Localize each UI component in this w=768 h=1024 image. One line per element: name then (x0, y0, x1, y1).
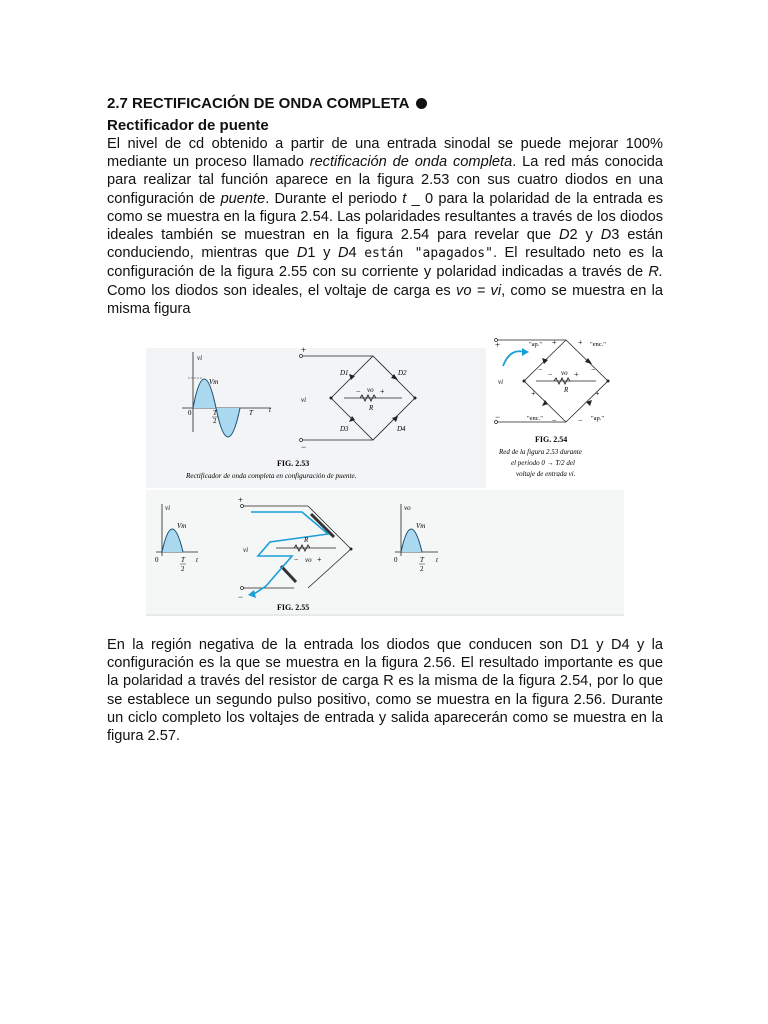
svg-text:+: + (495, 340, 501, 350)
svg-text:Vm: Vm (177, 522, 187, 530)
page-content (107, 94, 663, 318)
paragraph-2: En la región negativa de la entrada los diodos que conducen son D1 y D4 y la configuración es la que se muestra en la figura 2.56. El resultado importante es que la polaridad a través del resistor de carga R es la misma de la figura 2.54, por lo que se establece un segundo pulso positivo, como se muestra en la figura 2.56. Durante un ciclo completo los voltajes de entrada y salida aparecerán como se muestra en la figura 2.57. (107, 637, 663, 745)
svg-text:T: T (420, 556, 424, 564)
svg-text:T: T (181, 556, 185, 564)
svg-text:vi: vi (243, 546, 249, 554)
t-axis-label: t (269, 406, 271, 414)
svg-text:−: − (548, 370, 553, 379)
svg-text:0: 0 (155, 556, 159, 564)
svg-text:2: 2 (181, 565, 185, 573)
vm-label: Vm (209, 378, 219, 386)
svg-text:−: − (552, 416, 557, 425)
fig-2-54-caption-line3: voltaje de entrada vi. (516, 470, 576, 478)
d4-off-label: "ap." (591, 415, 605, 422)
svg-text:+: + (578, 338, 583, 347)
svg-text:−: − (238, 592, 244, 602)
r-label: R (369, 404, 374, 412)
d2-on-label: "enc." (590, 341, 606, 348)
svg-text:vo: vo (305, 556, 312, 564)
paragraph-1: El nivel de cd obtenido a partir de una entrada sinodal se puede mejorar 100% mediante un proceso llamado rectificación de onda completa. La red más conocida para realizar tal función aparece en la figura 2.53 con sus cuatro diodos en una configuración de puente. Durante el periodo t _ 0 para la polaridad de la entrada es como se muestra en la figura 2.54. Las polaridades resultantes a través de los diodos ideales también se muestran en la figura 2.54 para revelar que D2 y D3 están conduciendo, mientras que D1 y D4 están "apagados". El resultado neto es la configuración de la figura 2.55 con su corriente y polaridad indicadas a través de R. Como los diodos son ideales, el voltaje de carga es vo = vi, como se muestra en la misma figura (107, 136, 664, 317)
figures-image (146, 330, 624, 618)
svg-text:+: + (317, 555, 322, 564)
d4-label: D4 (397, 425, 406, 433)
svg-text:+: + (574, 370, 579, 379)
svg-text:vi: vi (498, 378, 504, 386)
fig-2-53-title: FIG. 2.53 (277, 459, 310, 468)
svg-text:+: + (238, 495, 244, 505)
t-half-num: T (213, 409, 217, 417)
vo-label: vo (367, 386, 374, 394)
svg-text:t: t (436, 556, 438, 564)
svg-text:−: − (294, 555, 299, 564)
svg-text:R: R (304, 536, 309, 544)
d1-label: D1 (340, 369, 349, 377)
zero-label: 0 (188, 409, 192, 417)
d3-label: D3 (340, 425, 349, 433)
svg-text:−: − (538, 365, 543, 374)
minus-sign: − (301, 442, 307, 452)
d3-on-label: "enc." (527, 415, 543, 422)
svg-text:+: + (531, 389, 536, 398)
fig-2-54-caption-line2: el periodo 0 → T/2 del (511, 459, 575, 467)
svg-text:vo: vo (404, 504, 411, 512)
svg-text:vi: vi (165, 504, 171, 512)
svg-text:0: 0 (394, 556, 398, 564)
svg-text:+: + (380, 387, 385, 396)
period-label: T (249, 409, 253, 417)
svg-text:Vm: Vm (416, 522, 426, 530)
vi-label: vi (301, 396, 307, 404)
svg-text:R: R (564, 386, 569, 394)
fig-2-55-title: FIG. 2.55 (277, 603, 310, 612)
section-heading: 2.7 RECTIFICACIÓN DE ONDA COMPLETA (107, 94, 663, 114)
svg-text:+: + (552, 338, 557, 347)
d1-off-label: "ap." (529, 341, 543, 348)
fig-2-54-caption-line1: Red de la figura 2.53 durante (499, 448, 582, 456)
bullet-dot-icon (416, 98, 427, 109)
vi-axis-label: vi (197, 354, 203, 362)
svg-text:+: + (595, 389, 600, 398)
svg-text:−: − (591, 365, 596, 374)
svg-text:−: − (578, 416, 583, 425)
svg-text:−: − (495, 412, 501, 422)
d2-label: D2 (398, 369, 407, 377)
t-half-den: 2 (213, 417, 217, 425)
plus-sign: + (301, 345, 307, 355)
fig-2-54-title: FIG. 2.54 (535, 435, 568, 444)
subsection-heading: Rectificador de puente (107, 117, 269, 134)
svg-text:t: t (196, 556, 198, 564)
svg-text:2: 2 (420, 565, 424, 573)
svg-text:−: − (356, 387, 361, 396)
fig-2-53-caption: Rectificador de onda completa en configuración de puente. (186, 472, 357, 480)
svg-text:vo: vo (561, 369, 568, 377)
